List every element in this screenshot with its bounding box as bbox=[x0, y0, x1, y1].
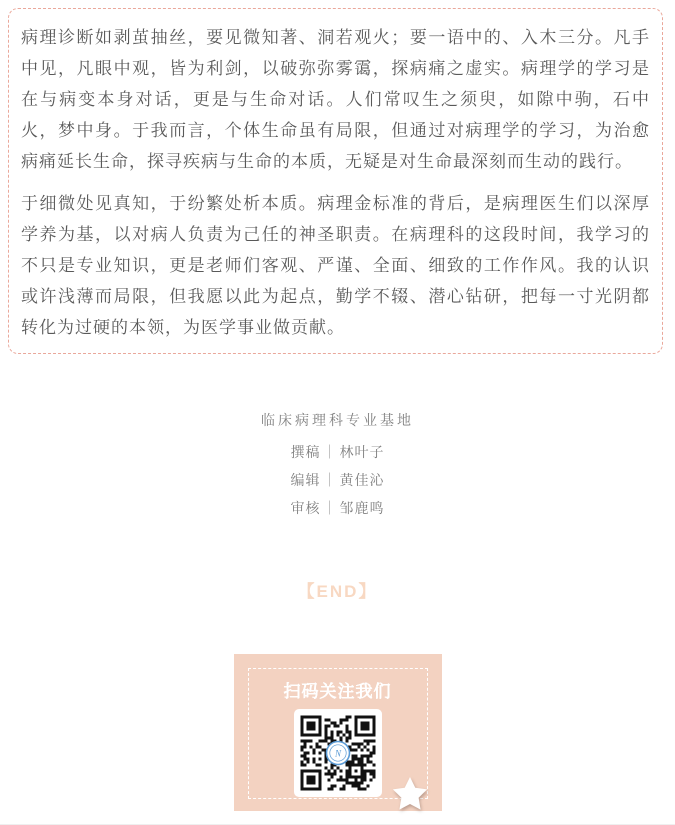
qr-follow-card bbox=[234, 654, 442, 811]
svg-text:N: N bbox=[334, 748, 341, 759]
organization-name: 临床病理科专业基地 bbox=[261, 412, 414, 428]
star-icon bbox=[391, 775, 429, 813]
credit-line-editor bbox=[0, 466, 675, 494]
credit-role: 审核 bbox=[290, 500, 321, 516]
credit-line-author bbox=[0, 438, 675, 466]
qr-card-title: 扫码关注我们 bbox=[283, 682, 392, 701]
credit-separator: ｜ bbox=[322, 444, 338, 460]
quote-paragraph-1: 病理诊断如剥茧抽丝，要见微知著、洞若观火；要一语中的、入木三分。凡手中见，凡眼中观，皆为利剑，以破弥弥雾霭，探病痛之虚实。病理学的学习是在与病变本身对话，更是与生命对话。人们常叹生之须臾，如隙中驹，石中火，梦中身。于我而言，个体生命虽有局限，但通过对病理学的学习，为治愈病痛延长生命，探寻疾病与生命的本质，无疑是对生命最深刻而生动的践行。 bbox=[21, 28, 650, 171]
credit-line-reviewer bbox=[0, 494, 675, 522]
credit-name: 黄佳沁 bbox=[339, 472, 385, 488]
credit-name: 邹鹿鸣 bbox=[339, 500, 385, 516]
qr-code[interactable] bbox=[294, 709, 382, 797]
credit-separator: ｜ bbox=[322, 472, 338, 488]
quote-paragraph-2: 于细微处见真知，于纷繁处析本质。病理金标准的背后，是病理医生们以深厚学养为基，以对病人负责为己任的神圣职责。在病理科的这段时间，我学习的不只是专业知识，更是老师们客观、严谨、全面、细致的工作作风。我的认识或许浅薄而局限，但我愿以此为起点，勤学不辍、潜心钻研，把每一寸光阴都转化为过硬的本领，为医学事业做贡献。 bbox=[21, 194, 650, 337]
credits-block bbox=[0, 409, 675, 522]
credit-role: 撰稿 bbox=[290, 444, 321, 460]
credit-name: 林叶子 bbox=[339, 444, 385, 460]
quote-box bbox=[8, 8, 663, 354]
credit-role: 编辑 bbox=[290, 472, 321, 488]
end-marker: 【END】 bbox=[297, 582, 378, 601]
qr-code-image bbox=[294, 709, 382, 797]
credit-separator: ｜ bbox=[322, 500, 338, 516]
